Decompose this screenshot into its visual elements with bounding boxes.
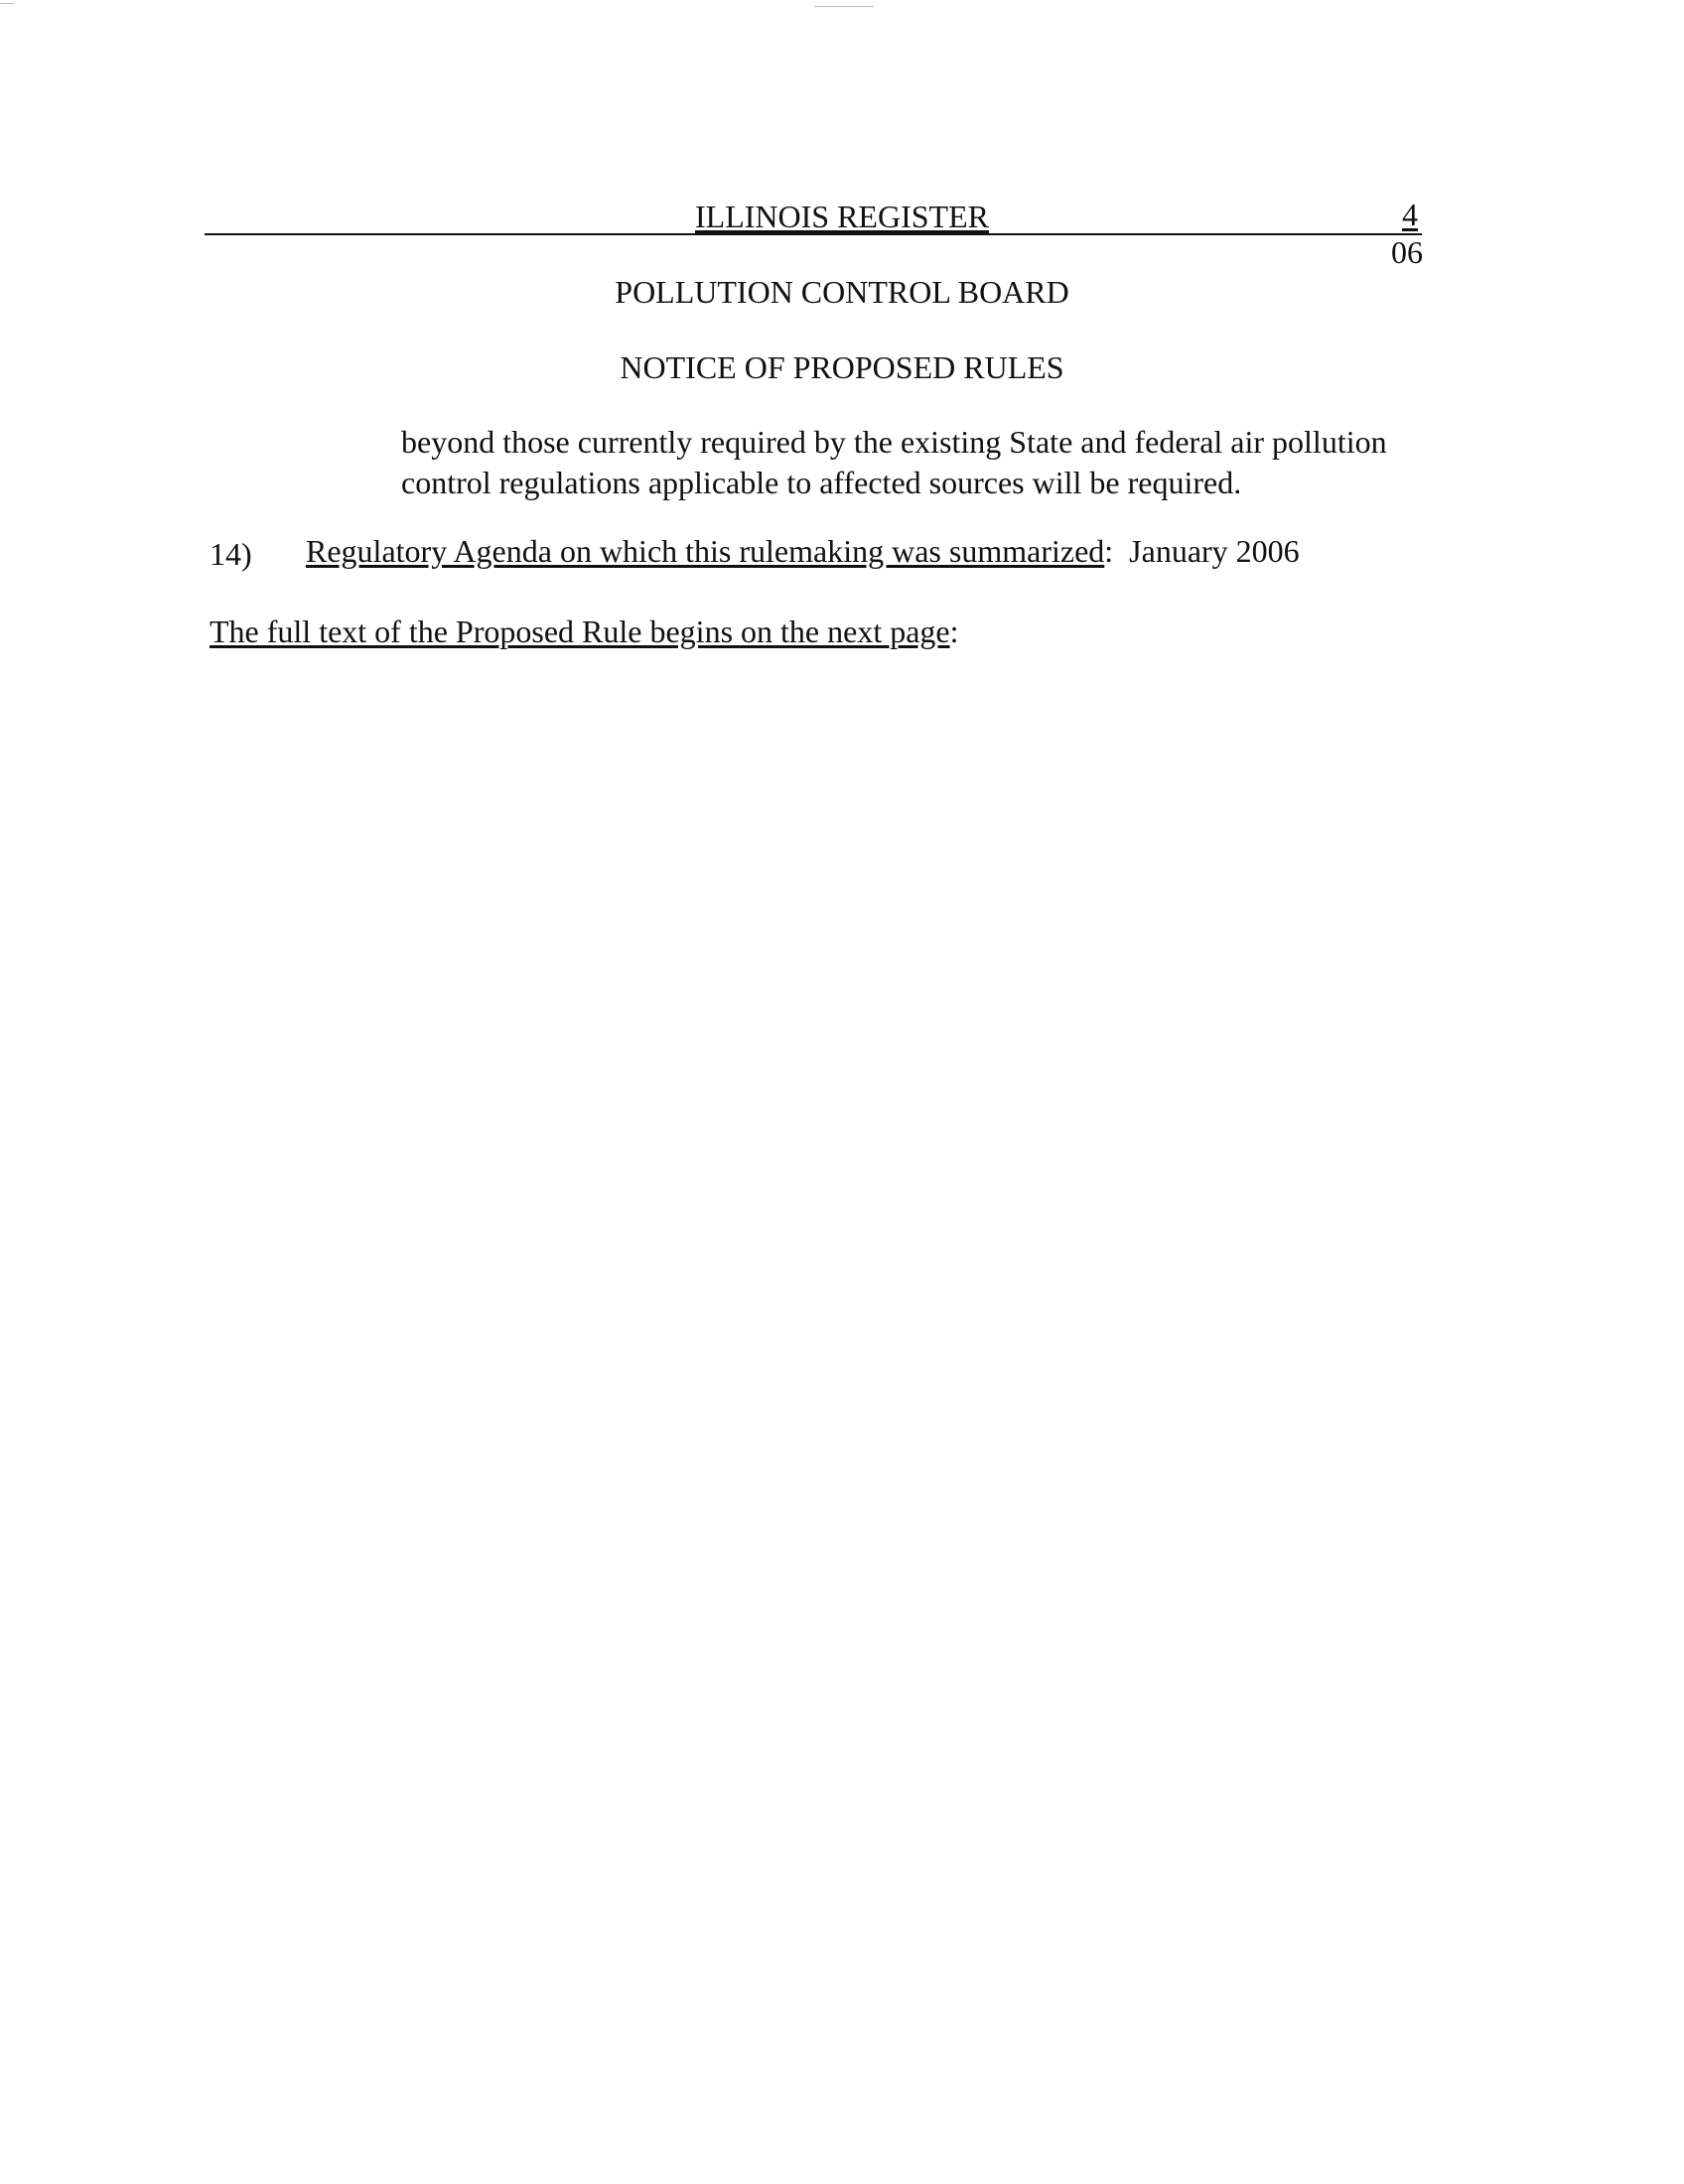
continuation-paragraph xyxy=(401,422,1387,503)
item-14-label: Regulatory Agenda on which this rulemaking was summarized xyxy=(306,533,1105,569)
page-number-top: 4 xyxy=(1402,197,1418,232)
notice-title: NOTICE OF PROPOSED RULES xyxy=(620,349,1064,385)
board-title: POLLUTION CONTROL BOARD xyxy=(615,274,1069,310)
paragraph-line-1: beyond those currently required by the existing State and federal air pollution xyxy=(401,424,1387,460)
item-14-value: January 2006 xyxy=(1129,533,1300,569)
paragraph-line-2: control regulations applicable to affected sources will be required. xyxy=(401,465,1242,500)
full-text-link-text: The full text of the Proposed Rule begins on the next page xyxy=(210,614,950,649)
scan-artifact xyxy=(814,6,874,7)
page-number-bottom: 06 xyxy=(1391,234,1423,270)
item-14-text xyxy=(306,533,1300,570)
full-text-notice xyxy=(210,614,959,650)
header-rule xyxy=(205,233,1422,235)
register-title: ILLINOIS REGISTER xyxy=(695,199,989,234)
scan-artifact xyxy=(0,3,14,4)
item-14-separator: : xyxy=(1104,533,1114,569)
item-number: 14) xyxy=(210,536,252,572)
full-text-colon: : xyxy=(949,614,959,649)
